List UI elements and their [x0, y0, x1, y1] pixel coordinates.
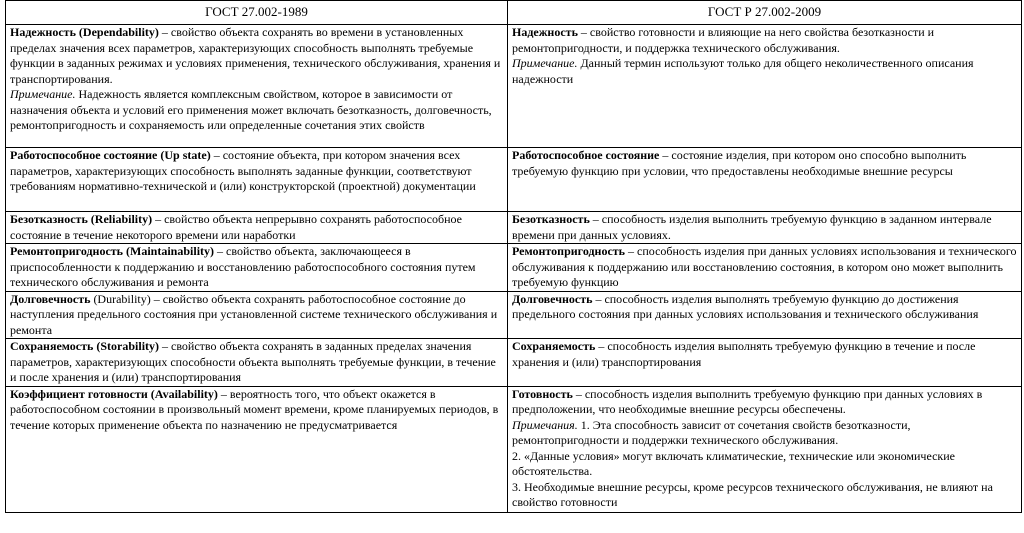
definition: – свойство объекта сохранять работоспособное состояние до наступления предельного состояния при установленной системе технического обслуживания и ремонта [10, 291, 498, 337]
note-text: Данный термин используют только для общего неколичественного описания надежности [512, 56, 974, 86]
term: Работоспособное состояние (Up state) [10, 148, 211, 162]
term: Долговечность [512, 291, 593, 306]
table-row [6, 244, 1022, 292]
cell-1989-storability [6, 339, 508, 387]
table-row [6, 148, 1022, 212]
note-item: 2. «Данные условия» могут включать климатические, технические или экономические обстоятельства. [512, 448, 955, 478]
term: Надежность [512, 25, 578, 39]
table-row [6, 291, 1022, 339]
table-row [6, 386, 1022, 512]
term: Ремонтопригодность [512, 244, 626, 258]
cell-2009-availability [508, 386, 1022, 512]
definition: – способность изделия при данных условиях использования и технического обслуживания к поддержанию или восстановлению состояния, в котором оно может выполнить требуемую функцию [512, 244, 1017, 289]
definition: – свойство объекта сохранять в заданных пределах значения параметров, характеризующих способности объекта выполнять требуемые функции, в течение и после хранения и (или) транспортирования [10, 339, 496, 384]
cell-1989-maintainability [6, 244, 508, 292]
note-item: 3. Необходимые внешние ресурсы, кроме ресурсов технического обслуживания, не влияют на свойство готовности [512, 479, 993, 509]
definition: – свойство готовности и влияющие на него свойства безотказности и ремонтопригодности, и поддержка технического обслуживания. [512, 25, 935, 55]
cell-2009-dependability [508, 25, 1022, 148]
cell-2009-reliability [508, 212, 1022, 244]
term-english: (Durability) [90, 291, 151, 306]
note [10, 87, 503, 134]
cell-2009-storability [508, 339, 1022, 387]
definition: – способность изделия выполнить требуемую функцию в заданном интервале времени при данных условиях. [512, 212, 992, 242]
note [512, 418, 1017, 449]
term: Работоспособное состояние [512, 148, 660, 162]
term: Безотказность [512, 212, 590, 226]
definition: – способность изделия выполнять требуемую функцию в течение и после хранения и (или) транспортирования [512, 339, 976, 369]
header-gost-2009: ГОСТ Р 27.002-2009 [508, 1, 1022, 25]
cell-1989-durability [6, 291, 508, 339]
term: Ремонтопригодность (Maintainability) [10, 244, 215, 258]
term: Сохраняемость (Storability) [10, 339, 160, 353]
table-row [6, 25, 1022, 148]
definition: – свойство объекта сохранять во времени в установленных пределах значения всех параметров, характеризующих способность выполнять требуемые функции в заданных режимах и условиях применения, технического обслуживания, хранения и транспортирования. [10, 25, 501, 86]
header-gost-1989: ГОСТ 27.002-1989 [6, 1, 508, 25]
cell-1989-reliability [6, 212, 508, 244]
term: Коэффициент готовности (Availability) [10, 386, 218, 401]
note-label: Примечание. [512, 56, 578, 70]
cell-1989-availability [6, 386, 508, 512]
term: Готовность [512, 386, 573, 401]
table-row [6, 212, 1022, 244]
note-label: Примечания. [512, 417, 578, 432]
table-header-row [6, 1, 1022, 25]
note-text: 1. Эта способность зависит от сочетания свойств безотказности, ремонтопригодности и поддержки технического обслуживания. [512, 417, 911, 447]
cell-1989-dependability [6, 25, 508, 148]
comparison-table-page [5, 0, 1021, 513]
cell-2009-up-state [508, 148, 1022, 212]
definition: – свойство объекта непрерывно сохранять работоспособное состояние в течение некоторого времени или наработки [10, 212, 463, 242]
definition: – состояние изделия, при котором оно способно выполнить требуемую функцию при условии, что предоставлены необходимые внешние ресурсы [512, 148, 967, 178]
term: Сохраняемость [512, 339, 596, 353]
cell-2009-durability [508, 291, 1022, 339]
definition: – свойство объекта, заключающееся в приспособленности к поддержанию и восстановлению работоспособного состояния путем технического обслуживания и ремонта [10, 244, 476, 289]
note-label: Примечание. [10, 87, 76, 101]
term: Надежность (Dependability) [10, 25, 159, 39]
note-text: Надежность является комплексным свойством, которое в зависимости от назначения объекта и условий его применения может включать безотказность, долговечность, ремонтопригодность и сохраняемость или определенные сочетания этих свойств [10, 87, 492, 132]
definition: – способность изделия выполнить требуемую функцию при данных условиях в предположении, что необходимые внешние ресурсы обеспечены. [512, 386, 983, 416]
definition: – состояние объекта, при котором значения всех параметров, характеризующих способность выполнять заданные функции, соответствуют требованиям нормативно-технической и (или) конструкторской (проектной) документации [10, 148, 476, 193]
table-row [6, 339, 1022, 387]
gost-comparison-table [5, 0, 1022, 513]
term: Долговечность [10, 291, 91, 306]
cell-1989-up-state [6, 148, 508, 212]
term: Безотказность (Reliability) [10, 212, 153, 226]
note [512, 56, 1017, 87]
cell-2009-maintainability [508, 244, 1022, 292]
definition: – вероятность того, что объект окажется в работоспособном состоянии в произвольный момент времени, кроме планируемых периодов, в течение которых применение объекта по назначению не предусматривается [10, 386, 499, 432]
definition: – способность изделия выполнять требуемую функцию до достижения предельного состояния при данных условиях использования и технического обслуживания [512, 291, 979, 321]
